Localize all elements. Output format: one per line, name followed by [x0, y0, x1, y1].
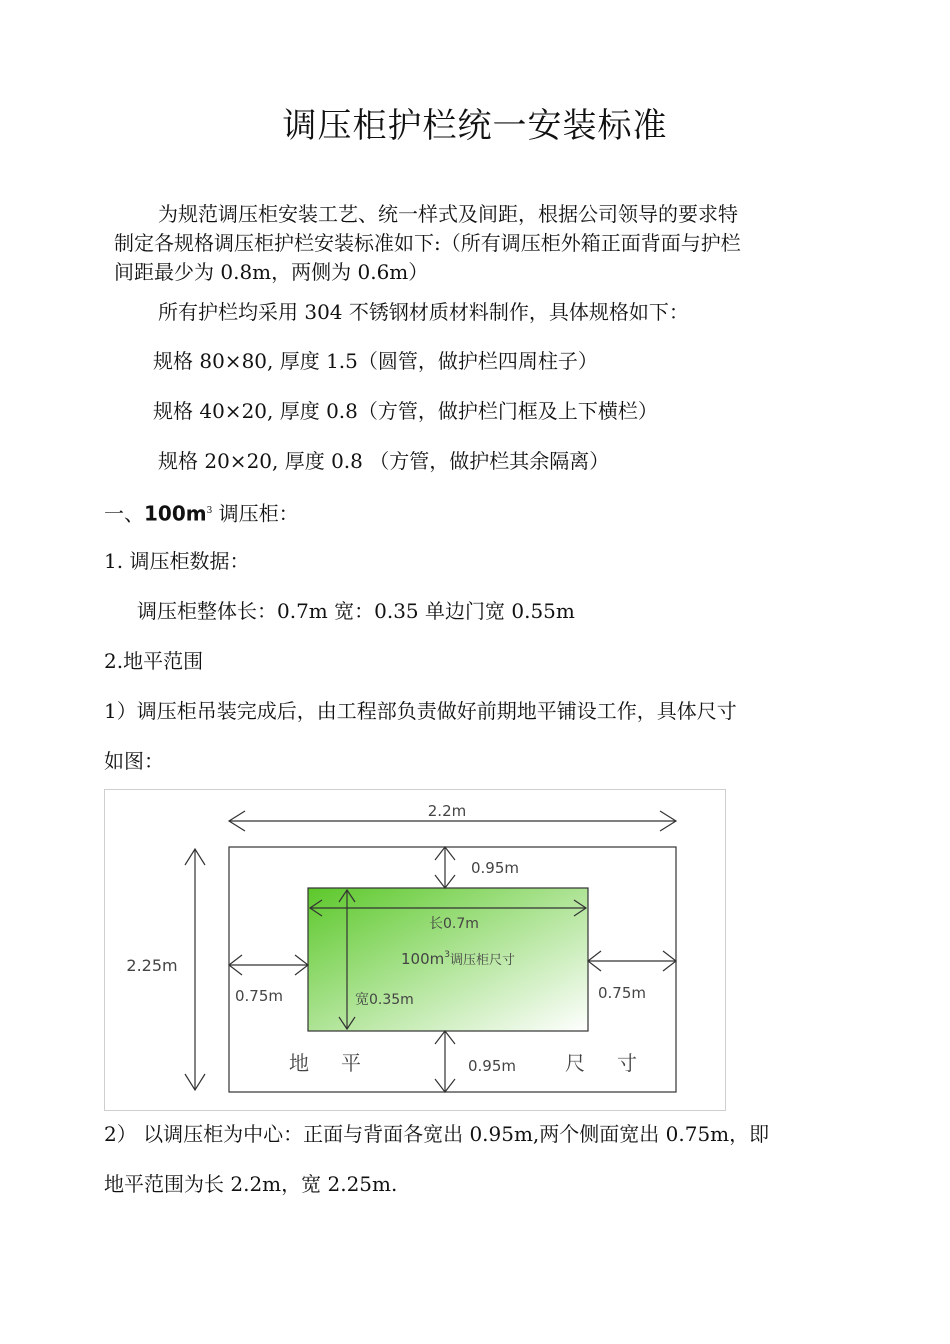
subheading-2: 2.地平范围 — [104, 649, 204, 673]
cabinet-name-label: $100m^3$调压柜尺寸 — [401, 950, 515, 968]
floor-label-char-4: 寸 — [617, 1051, 637, 1075]
floor-label-char-1: 地 — [289, 1051, 309, 1075]
cabinet-data-line: 调压柜整体长：0.7m 宽：0.35 单边门宽 0.55m — [137, 599, 575, 623]
back-gap-arrow — [435, 1031, 455, 1092]
section-prefix: 一、 — [104, 501, 144, 526]
right-gap-arrow — [588, 951, 676, 971]
spec-line-2: 规格 40×20, 厚度 0.8（方管，做护栏门框及上下横栏） — [153, 399, 658, 423]
floor-label-char-3: 尺 — [565, 1051, 585, 1075]
floor-dimension-diagram — [104, 789, 726, 1111]
section-suffix: 调压柜： — [212, 501, 299, 526]
spec-line-3: 规格 20×20, 厚度 0.8 （方管，做护栏其余隔离） — [158, 449, 610, 473]
item-2-line-1: 2） 以调压柜为中心：正面与背面各宽出 0.95m,两个侧面宽出 0.75m，即 — [104, 1122, 770, 1146]
front-gap-label: 0.95m — [471, 859, 520, 877]
floor-label-char-2: 平 — [341, 1051, 361, 1075]
cabinet-length-label: 长0.7m — [429, 916, 479, 932]
intro-line-2: 制定各规格调压柜护栏安装标准如下:（所有调压柜外箱正面背面与护栏 — [114, 231, 741, 255]
right-gap-label: 0.75m — [598, 984, 647, 1002]
section-volume-sup: 3 — [206, 506, 213, 516]
diagram-svg — [105, 790, 725, 1110]
intro-line-3: 间距最少为 0.8m，两侧为 0.6m） — [114, 260, 429, 284]
material-line: 所有护栏均采用 304 不锈钢材质材料制作，具体规格如下： — [158, 300, 689, 324]
back-gap-label: 0.95m — [468, 1057, 517, 1075]
document-title: 调压柜护栏统一安装标准 — [282, 106, 668, 146]
cabinet-width-label: 宽0.35m — [355, 992, 414, 1008]
section-heading-1 — [104, 497, 299, 528]
spec-line-1: 规格 80×80, 厚度 1.5（圆管，做护栏四周柱子） — [153, 349, 598, 373]
item-2-line-2: 地平范围为长 2.2m，宽 2.25m. — [104, 1172, 398, 1196]
item-1-line-1: 1）调压柜吊装完成后，由工程部负责做好前期地平铺设工作，具体尺寸 — [104, 699, 737, 723]
front-gap-arrow — [435, 847, 455, 888]
left-gap-arrow — [229, 955, 308, 975]
subheading-1: 1. 调压柜数据： — [104, 549, 250, 573]
total-width-label: 2.25m — [126, 956, 178, 975]
intro-line-1: 为规范调压柜安装工艺、统一样式及间距，根据公司领导的要求特 — [158, 202, 738, 226]
total-length-label: 2.2m — [427, 802, 467, 820]
left-gap-label: 0.75m — [235, 987, 284, 1005]
item-1-line-2: 如图： — [104, 749, 164, 773]
section-volume: 100m — [144, 501, 207, 526]
